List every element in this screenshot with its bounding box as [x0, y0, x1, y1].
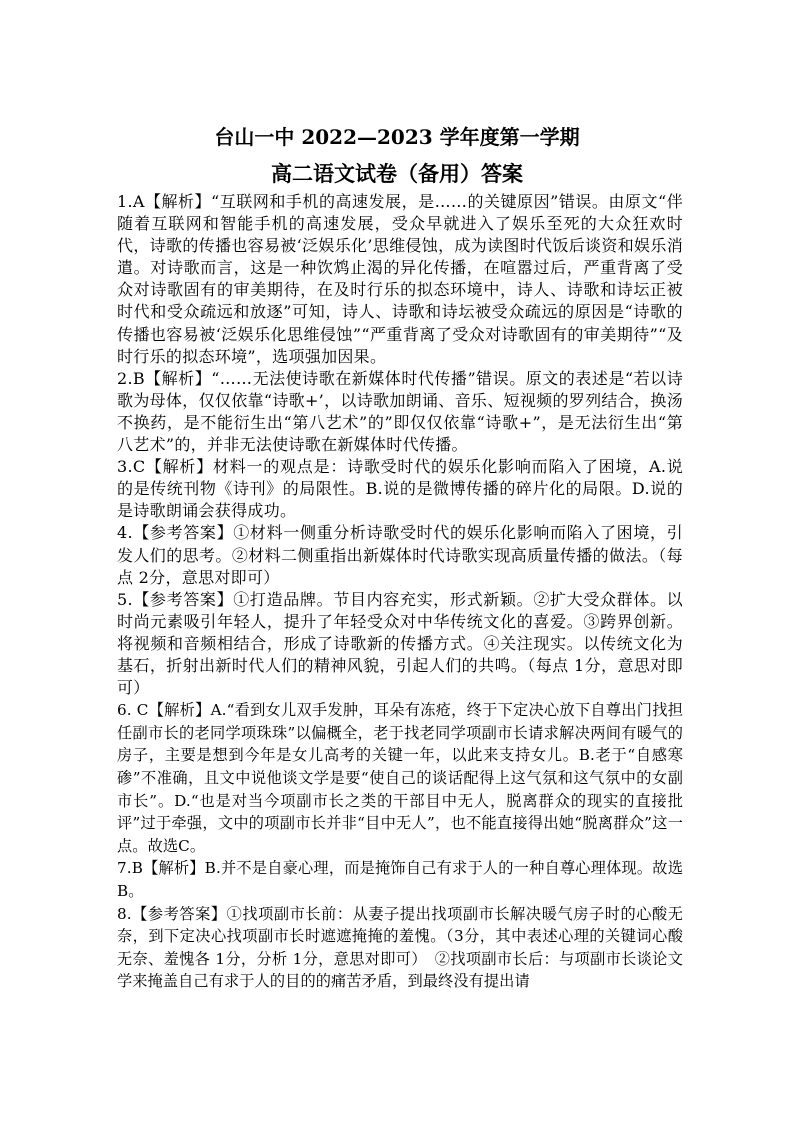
answer-list [117, 191, 683, 993]
answer-6: 6. C【解析】A.“看到女儿双手发肿，耳朵有冻疮，终于下定决心放下自尊出门找担任副市长的老同学项珠珠”以偏概全，老于找老同学项副市长请求解决两间有暖气的房子，主要是想到今年是女儿高考的关键一年，以此来支持女儿。B.老于“自感寒碜”不准确，且文中说他谈文学是要“使自己的谈话配得上这气氛和这气氛中的女副市长”。D.“也是对当今项副市长之类的干部目中无人，脱离群众的现实的直接批评”过于牵强，文中的项副市长并非“目中无人”，也不能直接得出她“脱离群众”这一点。故选C。 [117, 701, 683, 855]
document-title: 台山一中 2022—2023 学年度第一学期 [214, 125, 580, 149]
answer-2: 2.B【解析】“……无法使诗歌在新媒体时代传播”错误。原文的表述是“若以诗歌为母体，仅仅依靠“诗歌+’，以诗歌加朗诵、音乐、短视频的罗列结合，换汤不换药，是不能衍生出“第八艺术”的”即仅仅依靠“诗歌+”，是无法衍生出“第八艺术”的，并非无法使诗歌在新媒体时代传播。 [117, 368, 683, 455]
answer-3: 3.C【解析】材料一的观点是：诗歌受时代的娱乐化影响而陷入了困境，A.说的是传统刊物《诗刊》的局限性。B.说的是微博传播的碎片化的局限。D.说的是诗歌朗诵会获得成功。 [117, 457, 683, 521]
answer-1: 1.A【解析】“互联网和手机的高速发展，是……的关键原因”错误。由原文“伴随着互联网和智能手机的高速发展，受众早就进入了娱乐至死的大众狂欢时代，诗歌的传播也容易被‘泛娱乐化’思维侵蚀，成为读图时代饭后谈资和娱乐消遣。对诗歌而言，这是一种饮鸩止渴的异化传播，在喧嚣过后，严重背离了受众对诗歌固有的审美期待，在及时行乐的拟态环境中，诗人、诗歌和诗坛正被时代和受众疏远和放逐”可知，诗人、诗歌和诗坛被受众疏远的原因是“诗歌的传播也容易被‘泛娱乐化思维侵蚀”“严重背离了受众对诗歌固有的审美期待”“及时行乐的拟态环境”，选项强加因果。 [117, 192, 683, 366]
answer-5: 5.【参考答案】①打造品牌。节目内容充实，形式新颖。②扩大受众群体。以时尚元素吸引年轻人，提升了年轻受众对中华传统文化的喜爱。③跨界创新。将视频和音频相结合，形成了诗歌新的传播方式。④关注现实。以传统文化为基石，折射出新时代人们的精神风貌，引起人们的共鸣。（每点 1分，意思对即可） [117, 589, 683, 698]
answer-7: 7.B【解析】B.并不是自豪心理，而是掩饰自己有求于人的一种自尊心理体现。故选B。 [117, 859, 683, 900]
document-subtitle: 高二语文试卷（备用）答案 [271, 161, 523, 186]
answer-8: 8.【参考答案】①找项副市长前：从妻子提出找项副市长解决暖气房子时的心酸无奈，到下定决心找项副市长时遮遮掩掩的羞愧。（3分，其中表述心理的关键词心酸无奈、羞愧各 1分，分析 1分，意思对即可） ②找项副市长后：与项副市长谈论文学来掩盖自己有求于人的目的的痛苦矛盾，到最终没有提出请 [117, 904, 683, 991]
answer-4: 4.【参考答案】①材料一侧重分析诗歌受时代的娱乐化影响而陷入了困境，引发人们的思考。②材料二侧重指出新媒体时代诗歌实现高质量传播的做法。（每点 2分，意思对即可） [117, 523, 683, 587]
